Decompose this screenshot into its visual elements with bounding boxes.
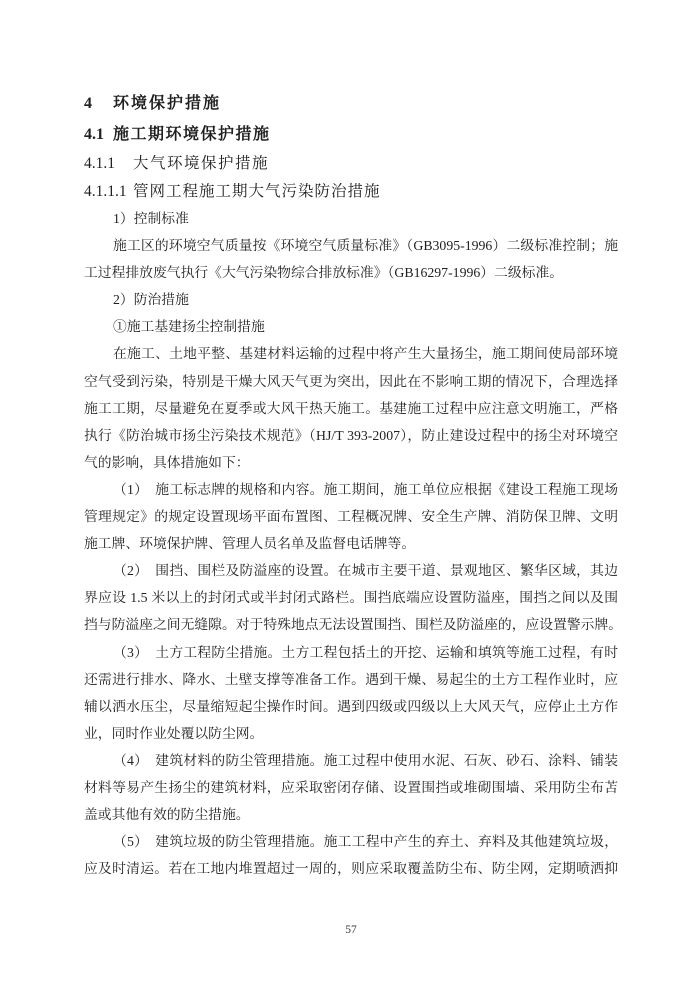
list-item-prevention-measures xyxy=(84,286,618,313)
text-line: 2）防治措施 xyxy=(113,292,189,308)
text-line: 1）控制标准 xyxy=(113,211,189,226)
paragraph-measure-5-waste xyxy=(84,828,618,882)
text-line: 气的影响，具体措施如下： xyxy=(84,454,250,470)
paragraph-measure-4-materials xyxy=(84,747,618,828)
text-line: 空气受到污染，特别是干燥大风天气更为突出，因此在不影响工期的情况下，合理选择 xyxy=(84,373,618,389)
paragraph-dust-overview xyxy=(84,340,618,475)
list-item-control-standard xyxy=(84,205,618,232)
heading-chapter xyxy=(84,88,618,120)
heading-section-number: 4.1 xyxy=(84,126,104,143)
text-line: 盖或其他有效的防尘措施。 xyxy=(84,807,250,823)
text-line: （2） 围挡、围栏及防溢座的设置。在城市主要干道、景观地区、繁华区域，其边 xyxy=(113,563,618,579)
list-item-dust-control xyxy=(84,313,618,340)
text-line: （5） 建筑垃圾的防尘管理措施。施工工程中产生的弃土、弃料及其他建筑垃圾， xyxy=(113,834,618,850)
text-line: 界应设 1.5 米以上的封闭式或半封闭式路栏。围挡底端应设置防溢座，围挡之间以及围 xyxy=(84,590,618,606)
text-line: 在施工、土地平整、基建材料运输的过程中将产生大量扬尘，施工期间使局部环境 xyxy=(113,346,618,362)
text-line: ①施工基建扬尘控制措施 xyxy=(113,319,265,335)
heading-subsection-title: 大气环境保护措施 xyxy=(133,155,270,172)
heading-subsection-number: 4.1.1 xyxy=(84,155,115,172)
text-line: 挡与防溢座之间无缝隙。对于特殊地点无法设置围挡、围栏及防溢座的，应设置警示牌。 xyxy=(84,617,623,633)
text-line: 施工牌、环境保护牌、管理人员名单及监督电话牌等。 xyxy=(84,536,416,552)
text-line: 材料等易产生扬尘的建筑材料，应采取密闭存储、设置围挡或堆砌围墙、采用防尘布苫 xyxy=(84,779,618,795)
paragraph-measure-3-earthwork xyxy=(84,639,618,747)
heading-section xyxy=(84,120,618,150)
heading-subsubsection-title: 管网工程施工期大气污染防治措施 xyxy=(133,183,381,200)
text-line: （4） 建筑材料的防尘管理措施。施工过程中使用水泥、石灰、砂石、涂料、铺装 xyxy=(113,752,618,768)
text-line: （3） 土方工程防尘措施。土方工程包括土的开挖、运输和填筑等施工过程，有时 xyxy=(113,644,618,660)
paragraph-measure-2-enclosures xyxy=(84,557,623,638)
text-line: 业，同时作业处覆以防尘网。 xyxy=(84,725,264,741)
document-content xyxy=(84,88,623,882)
paragraph-measure-1-signboards xyxy=(84,476,618,557)
text-line: 施工区的环境空气质量按《环境空气质量标准》（GB3095-1996）二级标准控制；施 xyxy=(113,238,618,254)
text-line: 还需进行排水、降水、土壁支撑等准备工作。遇到干燥、易起尘的土方工程作业时，应 xyxy=(84,671,618,687)
heading-chapter-number: 4 xyxy=(84,95,92,112)
heading-subsubsection xyxy=(84,178,618,205)
heading-subsection xyxy=(84,150,618,178)
text-line: 施工工期，尽量避免在夏季或大风干热天施工。基建施工过程中应注意文明施工，严格 xyxy=(84,400,618,416)
heading-section-title: 施工期环境保护措施 xyxy=(113,126,271,143)
page-number: 57 xyxy=(345,924,357,936)
text-line: 工过程排放废气执行《大气污染物综合排放标准》（GB16297-1996）二级标准。 xyxy=(84,265,564,281)
heading-chapter-title: 环境保护措施 xyxy=(113,95,222,112)
text-line: （1） 施工标志牌的规格和内容。施工期间，施工单位应根据《建设工程施工现场 xyxy=(113,481,618,497)
paragraph-control-standard-body xyxy=(84,232,618,286)
text-line: 辅以洒水压尘，尽量缩短起尘操作时间。遇到四级或四级以上大风天气，应停止土方作 xyxy=(84,698,618,714)
text-line: 执行《防治城市扬尘污染技术规范》（HJ/T 393-2007），防止建设过程中的扬尘对环境空 xyxy=(84,427,618,443)
text-line: 应及时清运。若在工地内堆置超过一周的，则应采取覆盖防尘布、防尘网，定期喷洒抑 xyxy=(84,861,618,877)
text-line: 管理规定》的规定设置现场平面布置图、工程概况牌、安全生产牌、消防保卫牌、文明 xyxy=(84,509,618,525)
heading-subsubsection-number: 4.1.1.1 xyxy=(84,183,127,200)
